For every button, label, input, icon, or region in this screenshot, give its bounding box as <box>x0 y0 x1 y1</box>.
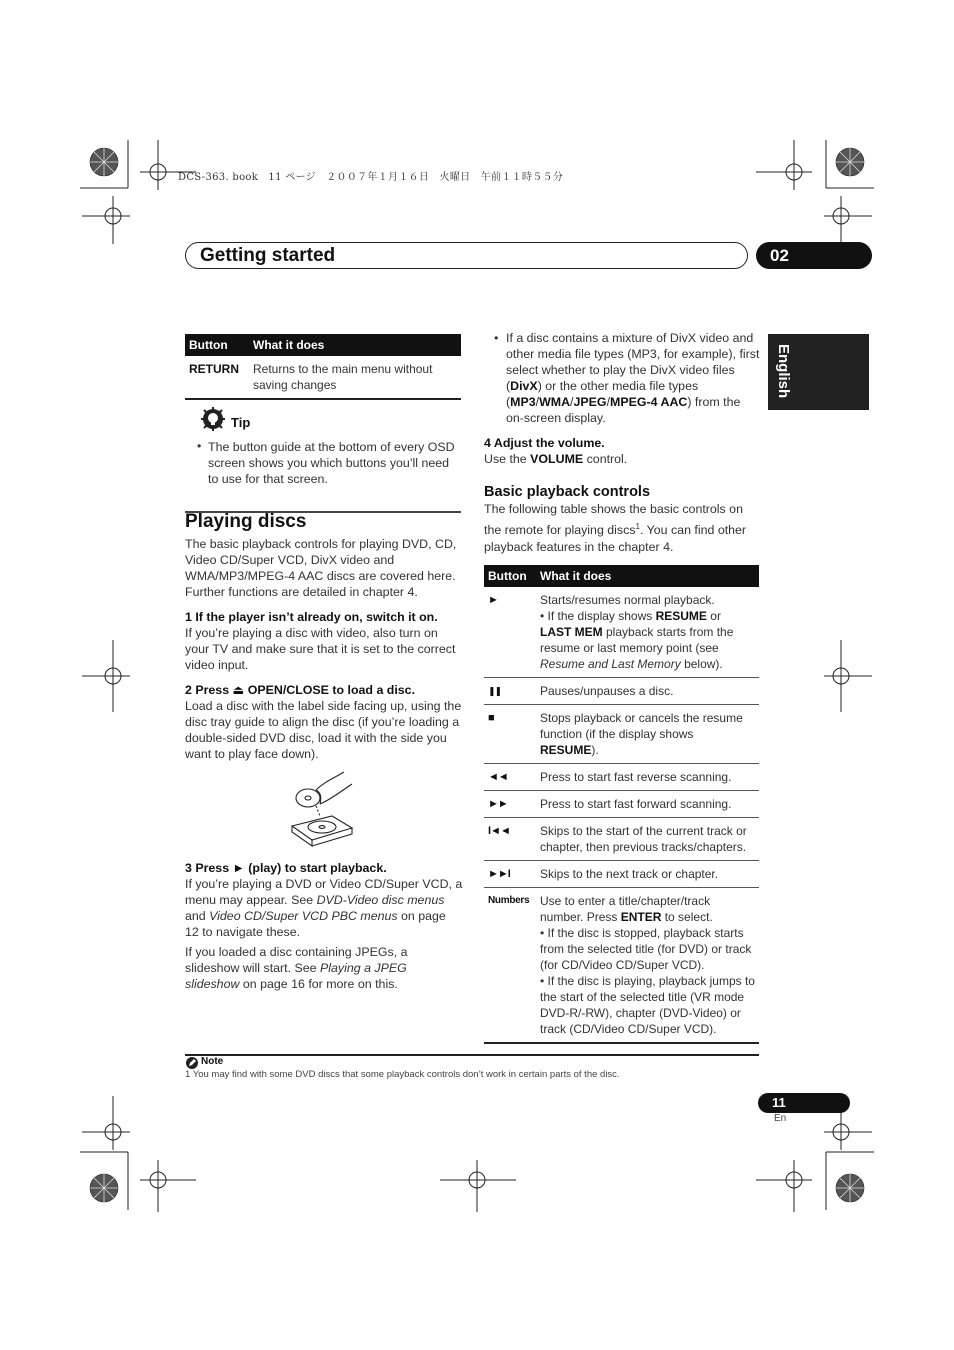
step-4-title: 4 Adjust the volume. <box>484 436 605 450</box>
pause-desc: Pauses/unpauses a disc. <box>536 678 759 705</box>
skip-previous-desc: Skips to the start of the current track or chapter, then previous tracks/chapters. <box>536 818 759 861</box>
fast-forward-icon: ►► <box>484 791 536 818</box>
tip-box <box>185 397 461 513</box>
table-row <box>484 678 759 705</box>
col-header-button: Button <box>185 334 249 356</box>
play-desc: Starts/resumes normal playback. • If the display shows RESUME or LAST MEM playback starts from the resume or last memory point (see Resume and Last Memory below). <box>536 587 759 678</box>
return-table <box>185 334 461 400</box>
step-3-section <box>185 860 463 992</box>
disc-tray-illustration <box>286 770 358 850</box>
page-language: En <box>774 1113 787 1124</box>
tip-text: The button guide at the bottom of every OSD screen shows you which buttons you’ll need to use for that screen. <box>208 440 455 486</box>
divx-bullet: • If a disc contains a mixture of DivX video and other media file types (MP3, for example), first select whether to play the DivX video files (DivX) or the other media file types (MP3/WMA/JPEG/MPEG-4 AAC) from the on-screen display. <box>494 331 760 425</box>
table-row <box>484 705 759 764</box>
tip-label: Tip <box>231 415 251 430</box>
table-row <box>484 861 759 888</box>
table-header-row <box>484 565 759 587</box>
table-row <box>484 764 759 791</box>
step-2-title: 2 Press ⏏ OPEN/CLOSE to load a disc. <box>185 683 416 697</box>
note-icon <box>186 1057 198 1069</box>
step-3-text: If you’re playing a DVD or Video CD/Super VCD, a menu may appear. See DVD-Video disc menus and Video CD/Super VCD PBC menus on page 12 to navigate these. <box>185 877 463 939</box>
step-1-title: 1 If the player isn’t already on, switch it on. <box>185 610 438 624</box>
pause-icon: ❚❚ <box>484 678 536 705</box>
fast-forward-desc: Press to start fast forward scanning. <box>536 791 759 818</box>
play-icon: ► <box>232 861 245 875</box>
playing-discs-section <box>185 510 463 762</box>
skip-next-icon: ►►I <box>484 861 536 888</box>
controls-table-wrap <box>484 565 759 1044</box>
col-header-what: What it does <box>536 565 759 587</box>
step-3-text-2: If you loaded a disc containing JPEGs, a slideshow will start. See Playing a JPEG slideshow on page 16 for more on this. <box>185 945 408 991</box>
note-text: 1 You may find with some DVD discs that some playback controls don’t work in certain parts of the disc. <box>185 1069 620 1080</box>
return-button-cell: RETURN <box>185 356 249 399</box>
return-desc-cell: Returns to the main menu without saving changes <box>249 356 461 399</box>
skip-previous-icon: I◄◄ <box>484 818 536 861</box>
step-2-text: Load a disc with the label side facing up, using the disc tray guide to align the disc (if you’re loading a double-sided DVD disc, load it with the side you want to play face down). <box>185 699 462 761</box>
tip-bullet: • <box>197 439 202 453</box>
bullet-dot: • <box>494 331 499 345</box>
left-column <box>185 334 461 400</box>
col-header-what: What it does <box>249 334 461 356</box>
right-column <box>484 330 760 556</box>
stop-desc: Stops playback or cancels the resume function (if the display shows RESUME). <box>536 705 759 764</box>
table-row <box>185 356 461 399</box>
numbers-label: Numbers <box>484 888 536 1044</box>
section-title-basic-playback: Basic playback controls <box>484 484 651 500</box>
fast-reverse-icon: ◄◄ <box>484 764 536 791</box>
fast-reverse-desc: Press to start fast reverse scanning. <box>536 764 759 791</box>
language-tab <box>768 334 869 410</box>
stop-icon: ■ <box>484 705 536 764</box>
table-row <box>484 818 759 861</box>
col-header-button: Button <box>484 565 536 587</box>
chapter-number: 02 <box>756 242 872 269</box>
table-row <box>484 791 759 818</box>
table-row <box>484 587 759 678</box>
controls-table <box>484 565 759 1044</box>
table-row <box>484 888 759 1044</box>
play-icon: ► <box>484 587 536 678</box>
print-stamp: DCS-363. book 11 ページ ２００７年１月１６日 火曜日 午前１１時５５分 <box>178 172 564 183</box>
step-1-text: If you’re playing a disc with video, also turn on your TV and make sure that it is set to the correct video input. <box>185 626 456 672</box>
note-label: Note <box>201 1056 224 1067</box>
step-3-title: 3 Press ► (play) to start playback. <box>185 861 387 875</box>
skip-next-desc: Skips to the next track or chapter. <box>536 861 759 888</box>
basic-playback-intro: The following table shows the basic controls on the remote for playing discs$^1$. You can find other playback features in the chapter 4. <box>484 502 747 555</box>
footer-rule <box>185 1054 759 1056</box>
tip-icon <box>201 407 225 431</box>
language-label: English <box>775 344 792 399</box>
chapter-title: Getting started <box>200 245 336 266</box>
table-header-row <box>185 334 461 356</box>
step-4-text: Use the VOLUME control. <box>484 452 628 466</box>
playing-intro: The basic playback controls for playing DVD, CD, Video CD/Super VCD, DivX video and WMA/MP3/MPEG-4 AAC discs are covered here. Further functions are detailed in chapter 4. <box>185 537 457 599</box>
eject-icon: ⏏ <box>232 683 245 697</box>
numbers-desc: Use to enter a title/chapter/track number. Press ENTER to select. • If the disc is stopped, playback starts from the selected title (for DVD) or track (for CD/Video CD/Super VCD). • If the disc is playing, playback jumps to the start of the selected title (VR mode DVD-R/-RW), chapter (DVD-Video) or track (CD/Video CD/Super VCD). <box>536 888 759 1044</box>
page-number: 11 <box>758 1093 850 1113</box>
section-title-playing-discs: Playing discs <box>185 511 307 532</box>
